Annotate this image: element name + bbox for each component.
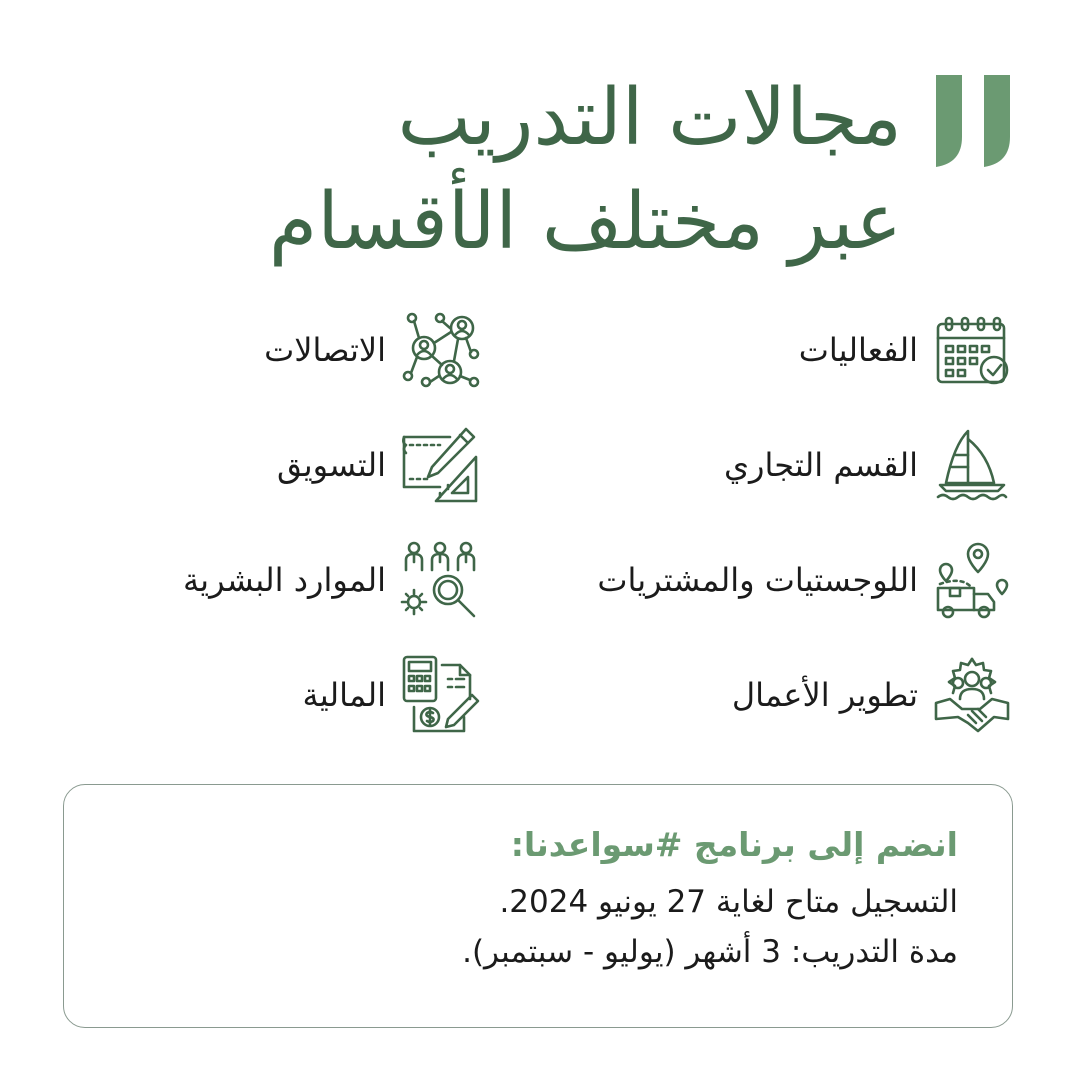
calendar-check-icon [932, 310, 1012, 390]
department-label: المالية [302, 676, 386, 714]
training-duration: مدة التدريب: 3 أشهر (يوليو - سبتمبر). [462, 934, 958, 970]
program-info-box [63, 784, 1013, 1028]
title-line-1: مجالات التدريب [397, 73, 902, 163]
department-label: التسويق [277, 446, 386, 484]
sailboat-icon [932, 425, 1012, 505]
department-label: الموارد البشرية [183, 561, 386, 599]
department-finance [303, 655, 480, 735]
page-title [142, 66, 902, 274]
title-line-2: عبر مختلف الأقسام [268, 177, 902, 267]
department-business-development [732, 655, 1012, 735]
department-marketing [277, 425, 480, 505]
calculator-invoice-icon [400, 655, 480, 735]
department-communications [264, 310, 480, 390]
department-label: تطوير الأعمال [731, 676, 918, 714]
quote-mark-icon [932, 75, 1018, 167]
people-search-icon [400, 540, 480, 620]
handshake-team-icon [932, 655, 1012, 735]
network-people-icon [400, 310, 480, 390]
registration-deadline: التسجيل متاح لغاية 27 يونيو 2024. [499, 884, 958, 920]
program-heading: انضم إلى برنامج #سواعدنا: [510, 825, 958, 864]
delivery-truck-icon [932, 540, 1012, 620]
design-ruler-pencil-icon [400, 425, 480, 505]
department-label: الفعاليات [798, 331, 918, 369]
department-logistics [597, 540, 1012, 620]
department-commercial [724, 425, 1012, 505]
department-label: الاتصالات [264, 331, 386, 369]
department-human-resources [183, 540, 480, 620]
department-events [799, 310, 1012, 390]
department-label: القسم التجاري [723, 446, 918, 484]
department-label: اللوجستيات والمشتريات [597, 561, 918, 599]
